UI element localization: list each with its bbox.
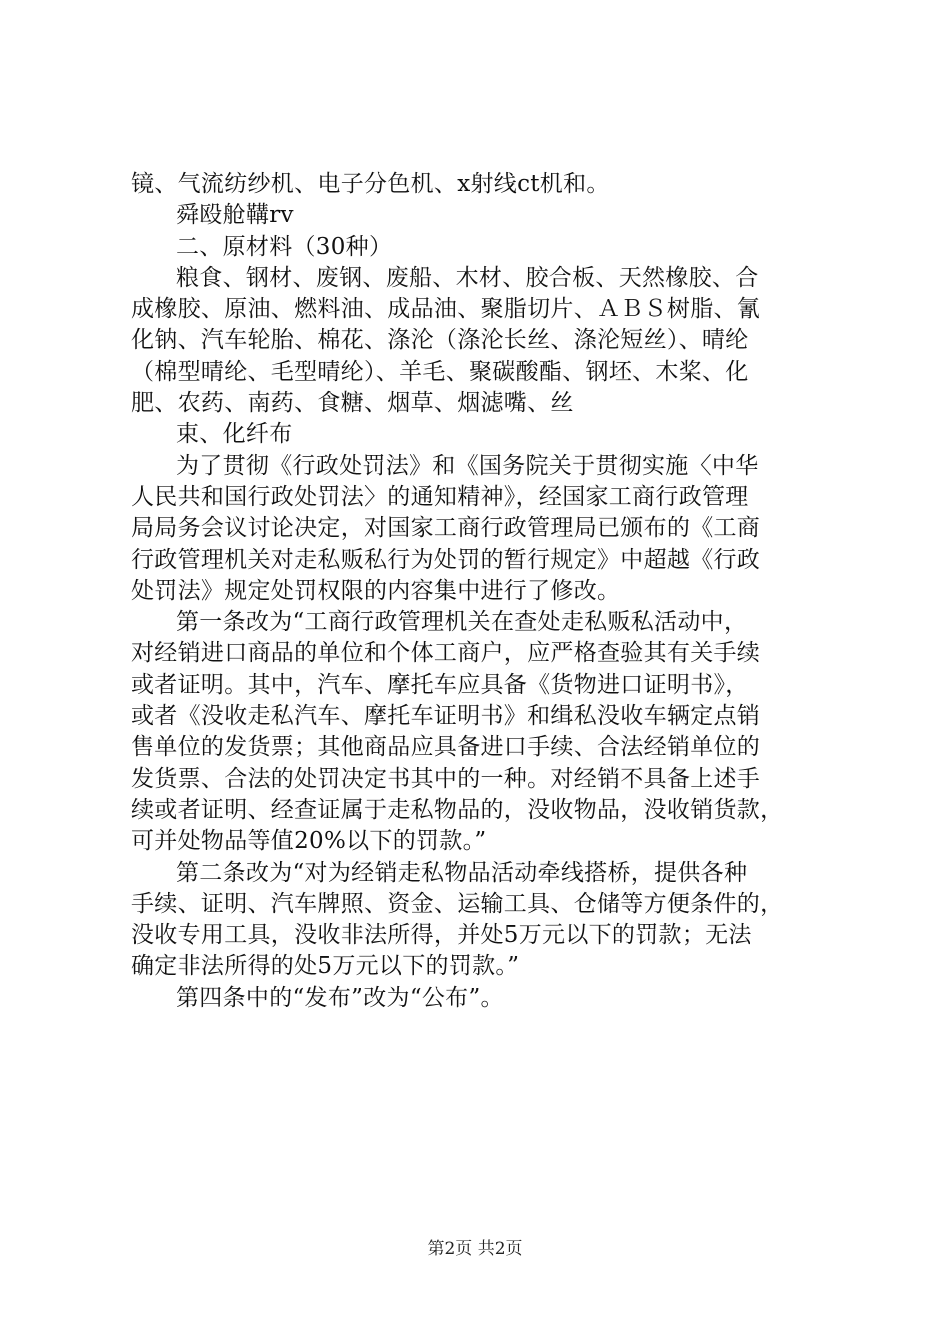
text-line: 第四条中的“发布”改为“公布”。 bbox=[176, 984, 504, 1011]
text-line: 对经销进口商品的单位和个体工商户，应严格查验其有关手续 bbox=[131, 640, 761, 667]
text-line: 或者证明。其中，汽车、摩托车应具备《货物进口证明书》， bbox=[131, 671, 749, 698]
text-line: 续或者证明、经查证属于走私物品的，没收物品，没收销货款， bbox=[131, 796, 784, 823]
text-line: 肥、农药、南药、食糖、烟草、烟滤嘴、丝 bbox=[131, 390, 574, 417]
text-line: 处罚法》规定处罚权限的内容集中进行了修改。 bbox=[131, 577, 621, 604]
text-line: 发货票、合法的处罚决定书其中的一种。对经销不具备上述手 bbox=[131, 765, 761, 792]
text-line: 舜殴舱鞲rv bbox=[176, 202, 294, 229]
document-body bbox=[131, 169, 831, 1014]
text-line: 人民共和国行政处罚法〉的通知精神》，经国家工商行政管理 bbox=[131, 483, 749, 510]
text-line: 粮食、钢材、废钢、废船、木材、胶合板、天然橡胶、合 bbox=[176, 264, 759, 291]
text-line: 确定非法所得的处5万元以下的罚款。” bbox=[131, 953, 520, 980]
text-line: 可并处物品等值20%以下的罚款。” bbox=[131, 828, 487, 855]
text-line: 局局务会议讨论决定，对国家工商行政管理局已颁布的《工商 bbox=[131, 515, 761, 542]
text-line: 或者《没收走私汽车、摩托车证明书》和缉私没收车辆定点销 bbox=[131, 703, 761, 730]
text-line: 化钠、汽车轮胎、棉花、涤沦（涤沦长丝、涤沦短丝）、晴纶 bbox=[131, 327, 749, 354]
text-line: （棉型晴纶、毛型晴纶）、羊毛、聚碳酸酯、钢坯、木桨、化 bbox=[131, 358, 749, 385]
text-line: 束、化纤布 bbox=[176, 421, 293, 448]
text-line: 第二条改为“对为经销走私物品活动牵线搭桥，提供各种 bbox=[176, 859, 748, 886]
text-line: 手续、证明、汽车牌照、资金、运输工具、仓储等方便条件的， bbox=[131, 890, 784, 917]
text-line: 第一条改为“工商行政管理机关在查处走私贩私活动中， bbox=[176, 609, 748, 636]
page-number-footer: 第2页 共2页 bbox=[427, 1239, 523, 1259]
text-line: 为了贯彻《行政处罚法》和《国务院关于贯彻实施〈中华 bbox=[176, 452, 759, 479]
text-line: 没收专用工具，没收非法所得，并处5万元以下的罚款；无法 bbox=[131, 922, 752, 949]
text-line: 成橡胶、原油、燃料油、成品油、聚脂切片、ＡＢＳ树脂、氰 bbox=[131, 296, 761, 323]
text-line: 行政管理机关对走私贩私行为处罚的暂行规定》中超越《行政 bbox=[131, 546, 761, 573]
text-line: 镜、气流纺纱机、电子分色机、x射线ct机和。 bbox=[131, 171, 610, 197]
text-line: 售单位的发货票；其他商品应具备进口手续、合法经销单位的 bbox=[131, 734, 761, 761]
section-heading: 二、原材料（30种） bbox=[176, 233, 393, 260]
